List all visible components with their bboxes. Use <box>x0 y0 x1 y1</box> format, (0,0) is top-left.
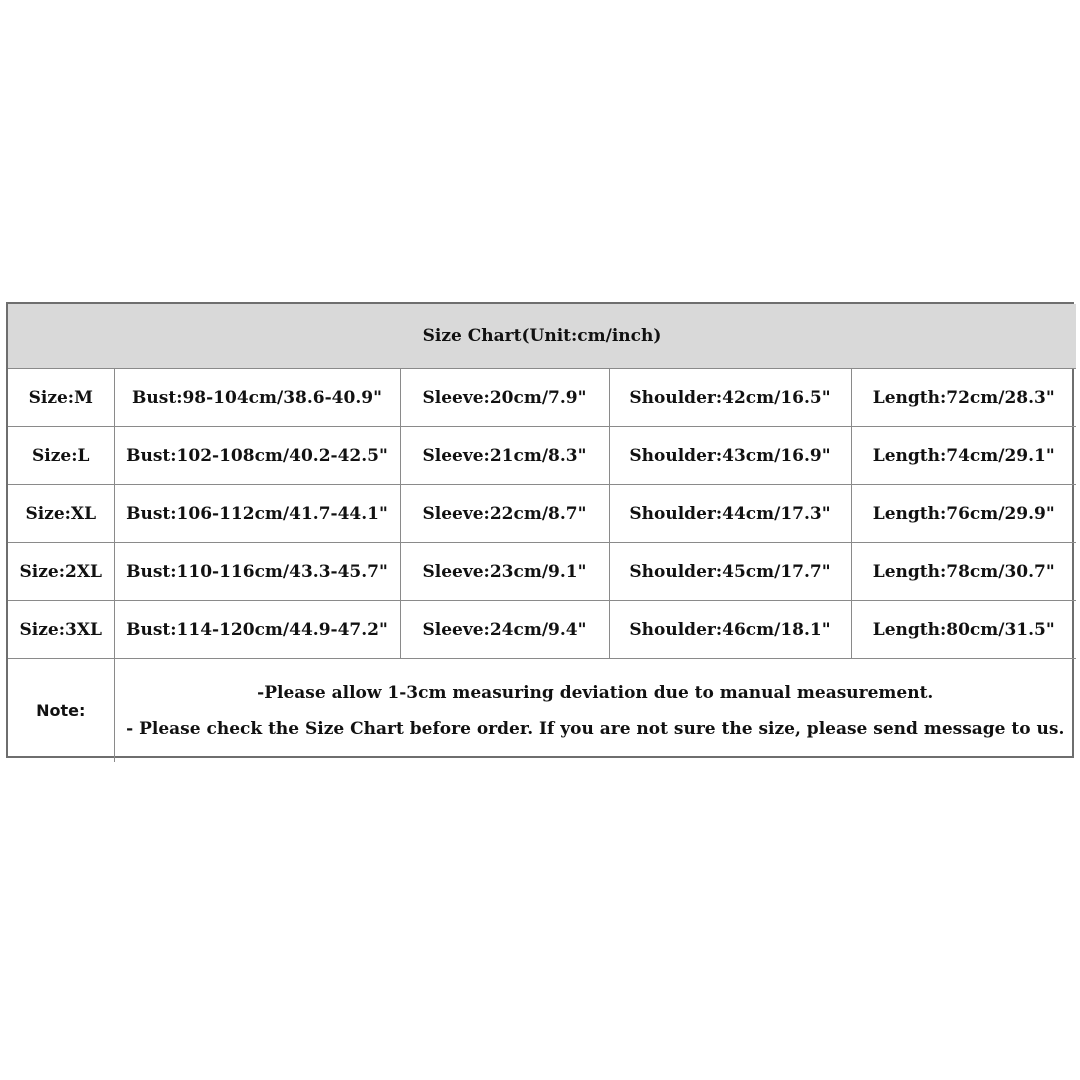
bust-cell: Bust:106-112cm/41.7-44.1" <box>114 485 400 543</box>
size-chart-table <box>6 302 1074 758</box>
sleeve-cell: Sleeve:24cm/9.4" <box>400 601 609 659</box>
bust-cell: Bust:114-120cm/44.9-47.2" <box>114 601 400 659</box>
shoulder-cell: Shoulder:45cm/17.7" <box>609 543 851 601</box>
note-label: Note: <box>8 659 114 763</box>
sleeve-cell: Sleeve:23cm/9.1" <box>400 543 609 601</box>
shoulder-cell: Shoulder:42cm/16.5" <box>609 369 851 427</box>
note-line: - Please check the Size Chart before order. If you are not sure the size, please send message to us. <box>126 718 1065 739</box>
bust-cell: Bust:102-108cm/40.2-42.5" <box>114 427 400 485</box>
table-row <box>8 427 1076 485</box>
size-label: Size:M <box>8 369 114 427</box>
length-cell: Length:80cm/31.5" <box>851 601 1076 659</box>
size-label: Size:L <box>8 427 114 485</box>
bust-cell: Bust:110-116cm/43.3-45.7" <box>114 543 400 601</box>
note-row <box>8 659 1076 763</box>
length-cell: Length:78cm/30.7" <box>851 543 1076 601</box>
sleeve-cell: Sleeve:20cm/7.9" <box>400 369 609 427</box>
size-label: Size:XL <box>8 485 114 543</box>
table-row <box>8 369 1076 427</box>
size-label: Size:2XL <box>8 543 114 601</box>
sleeve-cell: Sleeve:21cm/8.3" <box>400 427 609 485</box>
shoulder-cell: Shoulder:43cm/16.9" <box>609 427 851 485</box>
table-row <box>8 485 1076 543</box>
length-cell: Length:74cm/29.1" <box>851 427 1076 485</box>
sleeve-cell: Sleeve:22cm/8.7" <box>400 485 609 543</box>
note-content <box>114 659 1076 763</box>
length-cell: Length:76cm/29.9" <box>851 485 1076 543</box>
title-row <box>8 304 1076 369</box>
table-row <box>8 543 1076 601</box>
shoulder-cell: Shoulder:46cm/18.1" <box>609 601 851 659</box>
size-label: Size:3XL <box>8 601 114 659</box>
size-chart-title: Size Chart(Unit:cm/inch) <box>8 304 1076 369</box>
note-line: -Please allow 1-3cm measuring deviation due to manual measurement. <box>257 682 934 703</box>
length-cell: Length:72cm/28.3" <box>851 369 1076 427</box>
table-row <box>8 601 1076 659</box>
shoulder-cell: Shoulder:44cm/17.3" <box>609 485 851 543</box>
bust-cell: Bust:98-104cm/38.6-40.9" <box>114 369 400 427</box>
